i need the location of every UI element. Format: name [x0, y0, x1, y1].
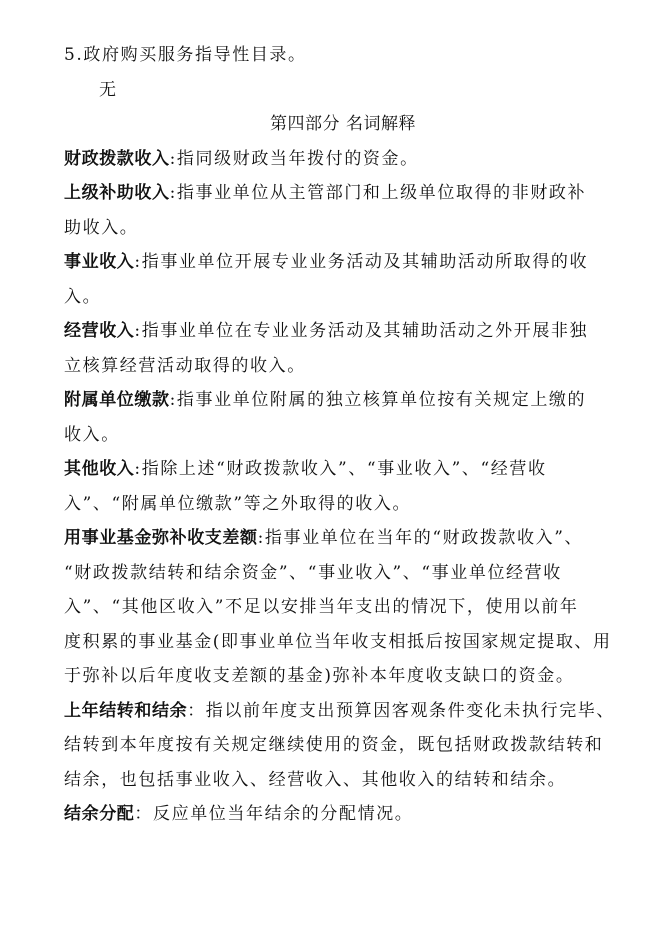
term-definition: :指事业单位开展专业业务活动及其辅助活动所取得的收: [134, 252, 589, 272]
term-label: 财政拨款收入: [64, 148, 170, 169]
term-paragraph-affiliated-unit-payment: [64, 383, 612, 418]
term-label: 用事业基金弥补收支差额: [64, 528, 258, 548]
part-4-heading: 第四部分 名词解释: [270, 114, 416, 134]
term-definition: ：反应单位当年结余的分配情况。: [134, 804, 414, 824]
term-definition-continuation: 入”、“其他区收入”不足以安排当年支出的情况下，使用以前年: [64, 597, 579, 617]
term-label: 其他收入: [64, 459, 135, 479]
term-definition-continuation: 立核算经营活动取得的收入。: [64, 355, 306, 376]
term-paragraph-fiscal-appropriation-income: [64, 142, 612, 177]
term-definition-continuation: 结余，也包括事业收入、经营收入、其他收入的结转和结余。: [64, 769, 567, 790]
term-label: 附属单位缴款: [64, 390, 170, 410]
term-paragraph-other-income: [64, 452, 612, 487]
term-definition-continuation: 收入。: [64, 424, 120, 445]
section-5-line: 5.政府购买服务指导性目录。: [64, 45, 307, 65]
term-definition-continuation: 度积累的事业基金(即事业单位当年收支相抵后按国家规定提取、用: [64, 631, 612, 652]
term-label: 经营收入: [64, 321, 135, 341]
term-definition: :指同级财政当年拨付的资金。: [169, 148, 419, 169]
term-definition-continuation: 入”、“附属单位缴款”等之外取得的收入。: [64, 493, 412, 514]
term-paragraph-prior-year-carryover: [64, 694, 616, 729]
term-label: 结余分配: [64, 804, 135, 824]
term-label: 事业收入: [64, 252, 135, 272]
term-definition: :指事业单位附属的独立核算单位按有关规定上缴的: [169, 390, 587, 410]
term-definition-continuation: 助收入。: [64, 217, 139, 238]
section-5-value: 无: [99, 79, 118, 100]
term-definition-continuation: 入。: [64, 286, 102, 307]
term-definition: ：指以前年度支出预算因客观条件变化未执行完毕、: [187, 700, 616, 721]
term-paragraph-superior-subsidy-income: [64, 176, 612, 211]
term-paragraph-surplus-distribution: [64, 797, 612, 832]
term-definition: :指事业单位在当年的“财政拨款收入”、: [257, 528, 584, 548]
term-definition: :指事业单位在专业业务活动及其辅助活动之外开展非独: [134, 321, 589, 341]
term-paragraph-operating-income: [64, 314, 612, 349]
term-definition-continuation: 结转到本年度按有关规定继续使用的资金，既包括财政拨款结转和: [64, 735, 604, 755]
term-definition-continuation: “财政拨款结转和结余资金”、“事业收入”、“事业单位经营收: [64, 562, 562, 583]
document-page: [64, 38, 616, 832]
term-definition-continuation: 于弥补以后年度收支差额的基金)弥补本年度收支缺口的资金。: [64, 666, 575, 686]
term-paragraph-business-income: [64, 245, 612, 280]
term-label: 上级补助收入: [64, 183, 170, 203]
term-label: 上年结转和结余: [64, 700, 188, 721]
term-definition: :指事业单位从主管部门和上级单位取得的非财政补: [169, 183, 587, 203]
term-definition: :指除上述“财政拨款收入”、“事业收入”、“经营收: [134, 459, 547, 479]
term-paragraph-business-fund-offset: [64, 521, 612, 556]
